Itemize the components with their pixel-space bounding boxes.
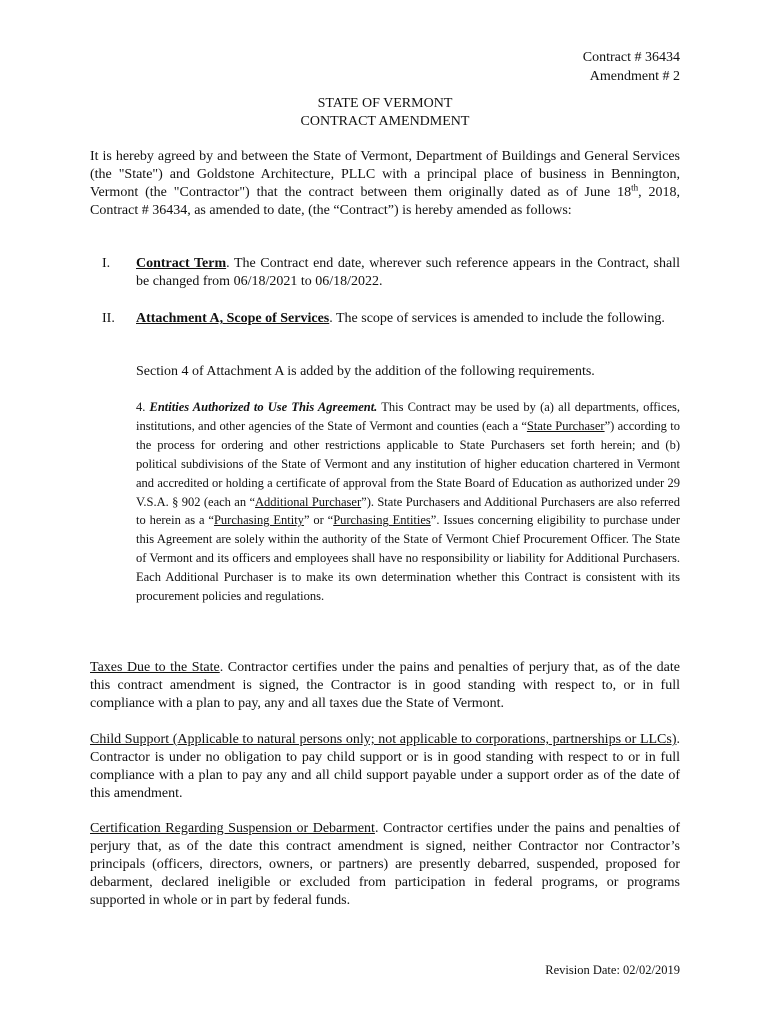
item-1-heading: Contract Term (136, 256, 227, 271)
additional-purchaser-term: Additional Purchaser (255, 494, 362, 509)
section-4-text-1: This Contract may be used by (a) all departments, offices, institutions, and other agencies of the State of Vermont and counties (each a “ (136, 400, 680, 433)
child-support-text: . Contractor is under no obligation to pay child support or is in good standing with respect to or in full compliance with a plan to pay any and all child support payable under a support order as of the date of this amendment. (90, 732, 680, 801)
item-2-body (136, 310, 680, 328)
section-4-text-3: ”). State Purchasers and Additional Purchasers are also referred to herein as a “ (136, 494, 680, 528)
section-4-text-2: ”) according to the process for ordering and other restrictions applicable to State Purchasers set forth herein; and (b) political subdivisions of the State of Vermont and any institution of higher education chartered in Vermont and accredited or holding a certificate of approval from the State Board of Education as authorized under 29 V.S.A. § 902 (each an “ (136, 418, 680, 509)
item-2-heading: Attachment A, Scope of Services (136, 311, 330, 326)
contract-header (583, 48, 680, 86)
intro-paragraph (90, 148, 680, 220)
section-4-intro: Section 4 of Attachment A is added by the addition of the following requirements. (136, 364, 595, 379)
section-4-paragraph (136, 398, 680, 606)
item-2-text: . The scope of services is amended to include the following. (329, 311, 665, 326)
amendment-number: Amendment # 2 (589, 69, 680, 84)
intro-superscript: th (631, 182, 639, 193)
section-4-text-5: ”. Issues concerning eligibility to purchase under this Agreement are solely within the authority of the State of Vermont Chief Procurement Officer. The State of Vermont and its officers and employees shall have no responsibility or liability for Additional Purchasers. Each Additional Purchaser is to make its own determination whether this Contract is consistent with its procurement policies and regulations. (136, 513, 680, 604)
title-line-2: CONTRACT AMENDMENT (300, 114, 470, 129)
section-4-heading: Entities Authorized to Use This Agreement. (149, 400, 378, 414)
item-1-body (136, 255, 680, 291)
section-4-text-4: ” or “ (303, 513, 334, 528)
purchasing-entity-term: Purchasing Entity (213, 513, 304, 528)
intro-text: It is hereby agreed by and between the State of Vermont, Department of Buildings and General Services (the "State") and Goldstone Architecture, PLLC with a principal place of business in Bennington, Vermont (the "Contractor") that the contract between them originally dated as of June 18 (90, 149, 680, 200)
purchasing-entities-term: Purchasing Entities (333, 513, 431, 528)
child-support-heading: Child Support (Applicable to natural persons only; not applicable to corporations, partnerships or LLCs) (90, 732, 677, 747)
revision-date: Revision Date: 02/02/2019 (545, 963, 680, 977)
certification-text: . Contractor certifies under the pains and penalties of perjury that, as of the date this contract amendment is signed, neither Contractor nor Contractor’s principals (officers, directors, owners, or partners) are presently debarred, suspended, proposed for debarment, declared ineligible or excluded from participation in federal programs, or programs supported in whole or in part by federal funds. (90, 821, 680, 908)
intro-text-continued: , 2018, Contract # 36434, as amended to date, (the “Contract”) is hereby amended as follows: (90, 185, 681, 218)
taxes-heading: Taxes Due to the State (90, 660, 220, 675)
item-1-numeral: I. (102, 256, 111, 271)
state-purchaser-term: State Purchaser (526, 418, 605, 433)
certification-heading: Certification Regarding Suspension or Debarment (90, 821, 375, 836)
title-line-1: STATE OF VERMONT (317, 96, 453, 111)
taxes-text: . Contractor certifies under the pains and penalties of perjury that, as of the date this contract amendment is signed, the Contractor is in good standing with respect to, or in full compliance with a plan to pay, any and all taxes due the State of Vermont. (90, 660, 680, 711)
document-title (0, 95, 770, 131)
certification-paragraph (90, 820, 680, 910)
child-support-paragraph (90, 731, 680, 803)
contract-number: Contract # 36434 (582, 50, 680, 65)
section-4-number: 4. (136, 400, 146, 414)
item-2-numeral: II. (102, 311, 115, 326)
item-1-text: . The Contract end date, wherever such reference appears in the Contract, shall be changed from 06/18/2021 to 06/18/2022. (136, 256, 680, 289)
taxes-paragraph (90, 659, 680, 713)
